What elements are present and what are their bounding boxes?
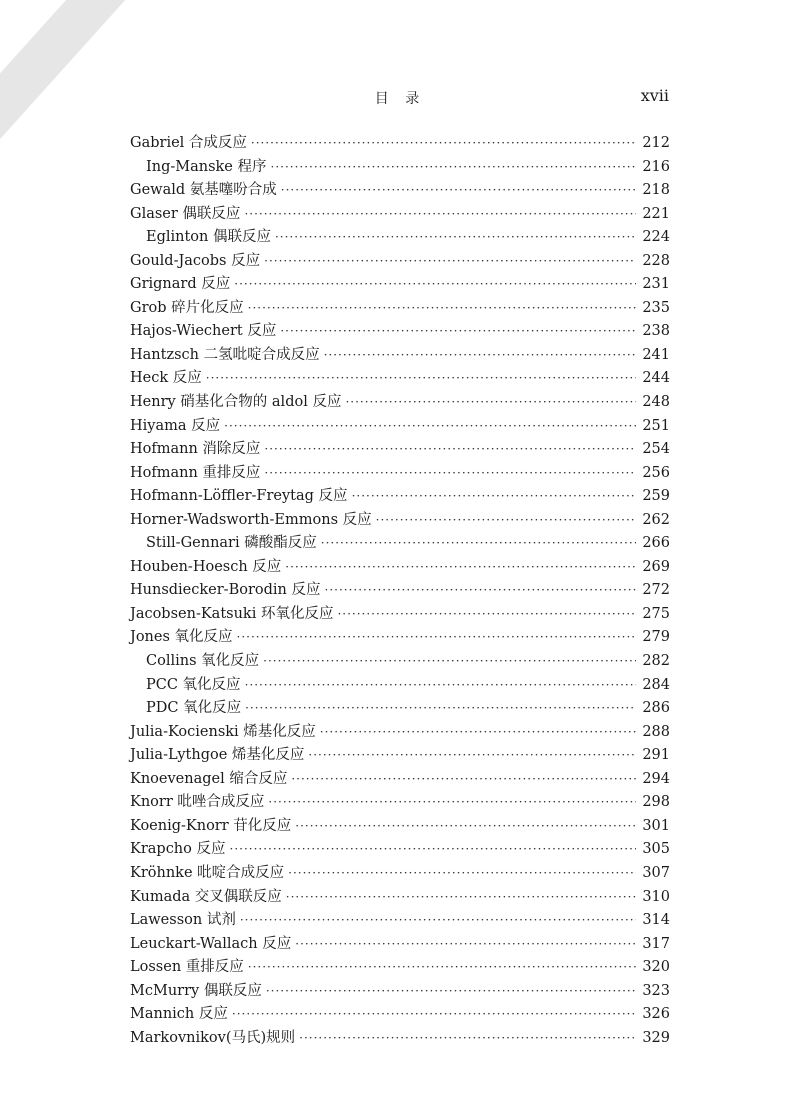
toc-entry-title: Hajos-Wiechert 反应 (130, 323, 277, 340)
toc-entry-title: Julia-Kocienski 烯基化反应 (130, 723, 316, 740)
toc-leader-dots (295, 819, 636, 833)
toc-entry-title: Grignard 反应 (130, 276, 231, 293)
toc-entry-title: Hofmann 消除反应 (130, 441, 261, 458)
toc-entry-title: Krapcho 反应 (130, 841, 226, 858)
toc-entry[interactable] (130, 861, 670, 885)
toc-leader-dots (224, 419, 636, 433)
toc-entry-title: Jacobsen-Katsuki 环氧化反应 (130, 605, 334, 622)
toc-entry-page-number: 231 (642, 276, 670, 293)
toc-entry-title: Julia-Lythgoe 烯基化反应 (130, 747, 305, 764)
toc-leader-dots (280, 324, 636, 338)
toc-entry[interactable] (130, 578, 670, 602)
toc-entry[interactable] (130, 414, 670, 438)
toc-entry[interactable] (130, 673, 670, 697)
toc-leader-dots (345, 395, 636, 409)
toc-entry[interactable] (130, 743, 670, 767)
toc-entry-title: Heck 反应 (130, 370, 202, 387)
toc-leader-dots (321, 536, 637, 550)
toc-entry-title: Markovnikov(马氏)规则 (130, 1029, 296, 1046)
toc-entry[interactable] (130, 178, 670, 202)
toc-entry-title: Hofmann 重排反应 (130, 464, 261, 481)
toc-leader-dots (325, 583, 637, 597)
page-number: xvii (640, 86, 669, 105)
toc-entry-page-number: 291 (642, 747, 670, 764)
toc-leader-dots (264, 466, 636, 480)
toc-leader-dots (320, 725, 637, 739)
toc-leader-dots (244, 207, 636, 221)
toc-entry-page-number: 320 (642, 959, 670, 976)
page-title: 目 录 (374, 91, 426, 107)
toc-entry-page-number: 241 (642, 346, 670, 363)
toc-entry-title: Collins 氧化反应 (146, 653, 260, 670)
toc-entry[interactable] (130, 837, 670, 861)
toc-leader-dots (206, 371, 637, 385)
toc-entry-page-number: 235 (642, 299, 670, 316)
toc-entry[interactable] (130, 319, 670, 343)
toc-entry-page-number: 317 (642, 935, 670, 952)
toc-leader-dots (271, 160, 637, 174)
toc-entry-page-number: 286 (642, 700, 670, 717)
toc-entry[interactable] (130, 461, 670, 485)
toc-entry-page-number: 305 (642, 841, 670, 858)
toc-entry-page-number: 221 (642, 205, 670, 222)
toc-entry-page-number: 259 (642, 488, 670, 505)
toc-entry-title: McMurry 偶联反应 (130, 982, 262, 999)
toc-leader-dots (248, 301, 637, 315)
toc-leader-dots (263, 654, 636, 668)
toc-entry-title: Glaser 偶联反应 (130, 205, 241, 222)
toc-leader-dots (240, 913, 636, 927)
toc-entry-title: Hofmann-Löffler-Freytag 反应 (130, 488, 348, 505)
toc-leader-dots (295, 937, 636, 951)
toc-entry[interactable] (130, 625, 670, 649)
toc-entry-title: Lawesson 试剂 (130, 912, 236, 929)
toc-leader-dots (308, 748, 636, 762)
toc-leader-dots (286, 890, 637, 904)
toc-entry-page-number: 323 (642, 982, 670, 999)
toc-leader-dots (275, 230, 636, 244)
toc-entry-page-number: 307 (642, 864, 670, 881)
toc-entry-page-number: 212 (642, 135, 670, 151)
toc-entry-title: Kumada 交叉偶联反应 (130, 888, 282, 905)
toc-entry[interactable] (130, 555, 670, 579)
toc-entry-page-number: 218 (642, 182, 670, 199)
toc-entry[interactable] (130, 979, 670, 1003)
toc-entry-page-number: 284 (642, 676, 670, 693)
toc-leader-dots (264, 254, 636, 268)
toc-entry[interactable] (130, 955, 670, 979)
toc-leader-dots (237, 630, 637, 644)
table-of-contents (130, 131, 670, 1049)
toc-entry[interactable] (130, 908, 670, 932)
toc-leader-dots (245, 701, 636, 715)
toc-entry-title: Koenig-Knorr 苷化反应 (130, 817, 292, 834)
toc-entry-page-number: 310 (642, 888, 670, 905)
toc-entry-page-number: 294 (642, 770, 670, 787)
toc-leader-dots (266, 984, 636, 998)
toc-entry[interactable] (130, 366, 670, 390)
toc-entry-page-number: 244 (642, 370, 670, 387)
toc-leader-dots (234, 277, 636, 291)
toc-entry-title: Hiyama 反应 (130, 417, 221, 434)
toc-entry-page-number: 301 (642, 817, 670, 834)
toc-entry-title: Henry 硝基化合物的 aldol 反应 (130, 394, 342, 411)
page-header (0, 86, 800, 110)
toc-entry[interactable] (130, 602, 670, 626)
toc-entry[interactable] (130, 225, 670, 249)
toc-entry[interactable] (130, 508, 670, 532)
toc-leader-dots (299, 1031, 636, 1045)
toc-leader-dots (376, 513, 637, 527)
toc-entry-title: Eglinton 偶联反应 (146, 229, 271, 246)
toc-entry[interactable] (130, 932, 670, 956)
toc-leader-dots (291, 772, 636, 786)
toc-entry-title: Horner-Wadsworth-Emmons 反应 (130, 511, 372, 528)
toc-entry[interactable] (130, 272, 670, 296)
toc-entry-page-number: 224 (642, 229, 670, 246)
toc-entry-title: Knoevenagel 缩合反应 (130, 770, 288, 787)
toc-entry-page-number: 248 (642, 394, 670, 411)
toc-leader-dots (337, 607, 636, 621)
toc-entry-title: Jones 氧化反应 (130, 629, 233, 646)
toc-entry[interactable] (130, 155, 670, 179)
toc-entry-page-number: 326 (642, 1006, 670, 1023)
toc-entry-title: Gould-Jacobs 反应 (130, 252, 261, 269)
toc-entry-title: PDC 氧化反应 (146, 700, 242, 717)
toc-leader-dots (288, 866, 636, 880)
toc-entry[interactable] (130, 296, 670, 320)
toc-entry-page-number: 298 (642, 794, 670, 811)
toc-entry-title: Leuckart-Wallach 反应 (130, 935, 292, 952)
toc-entry-title: Houben-Hoesch 反应 (130, 558, 282, 575)
toc-entry[interactable] (130, 649, 670, 673)
toc-entry[interactable] (130, 531, 670, 555)
toc-leader-dots (245, 678, 637, 692)
toc-leader-dots (232, 1007, 636, 1021)
toc-leader-dots (248, 960, 637, 974)
toc-entry-page-number: 329 (642, 1029, 670, 1046)
toc-entry-title: Kröhnke 吡啶合成反应 (130, 864, 285, 881)
toc-entry[interactable] (130, 202, 670, 226)
toc-leader-dots (281, 183, 637, 197)
toc-entry-title: Knorr 吡唑合成反应 (130, 794, 265, 811)
toc-entry-page-number: 272 (642, 582, 670, 599)
toc-entry-title: PCC 氧化反应 (146, 676, 241, 693)
toc-entry[interactable] (130, 720, 670, 744)
toc-entry-page-number: 256 (642, 464, 670, 481)
toc-leader-dots (285, 560, 636, 574)
toc-entry[interactable] (130, 131, 670, 155)
toc-entry-page-number: 269 (642, 558, 670, 575)
toc-entry-page-number: 228 (642, 252, 670, 269)
toc-entry-page-number: 251 (642, 417, 670, 434)
toc-entry-page-number: 238 (642, 323, 670, 340)
toc-entry-page-number: 279 (642, 629, 670, 646)
toc-entry-title: Gewald 氨基噻吩合成 (130, 182, 277, 199)
toc-entry-title: Gabriel 合成反应 (130, 135, 247, 151)
toc-entry-page-number: 216 (642, 158, 670, 175)
toc-entry[interactable] (130, 249, 670, 273)
toc-entry-title: Still-Gennari 磷酸酯反应 (146, 535, 317, 552)
toc-leader-dots (251, 136, 636, 150)
toc-entry[interactable] (130, 696, 670, 720)
toc-entry[interactable] (130, 484, 670, 508)
toc-entry[interactable] (130, 814, 670, 838)
toc-entry[interactable] (130, 1026, 670, 1050)
toc-entry[interactable] (130, 390, 670, 414)
toc-leader-dots (264, 442, 636, 456)
toc-entry-title: Mannich 反应 (130, 1006, 228, 1023)
toc-entry[interactable] (130, 885, 670, 909)
toc-entry-title: Ing-Manske 程序 (146, 158, 267, 175)
toc-entry[interactable] (130, 767, 670, 791)
toc-entry-title: Hantzsch 二氢吡啶合成反应 (130, 346, 320, 363)
toc-entry-title: Hunsdiecker-Borodin 反应 (130, 582, 321, 599)
toc-entry[interactable] (130, 437, 670, 461)
toc-entry-title: Lossen 重排反应 (130, 959, 244, 976)
toc-entry-title: Grob 碎片化反应 (130, 299, 244, 316)
toc-leader-dots (268, 795, 636, 809)
toc-entry-page-number: 314 (642, 912, 670, 929)
toc-entry-page-number: 266 (642, 535, 670, 552)
toc-entry[interactable] (130, 343, 670, 367)
toc-entry-page-number: 288 (642, 723, 670, 740)
toc-entry-page-number: 282 (642, 653, 670, 670)
toc-entry[interactable] (130, 1002, 670, 1026)
toc-leader-dots (324, 348, 637, 362)
toc-entry-page-number: 275 (642, 605, 670, 622)
toc-leader-dots (352, 489, 637, 503)
toc-leader-dots (230, 842, 637, 856)
toc-entry-page-number: 262 (642, 511, 670, 528)
toc-entry-page-number: 254 (642, 441, 670, 458)
toc-entry[interactable] (130, 790, 670, 814)
